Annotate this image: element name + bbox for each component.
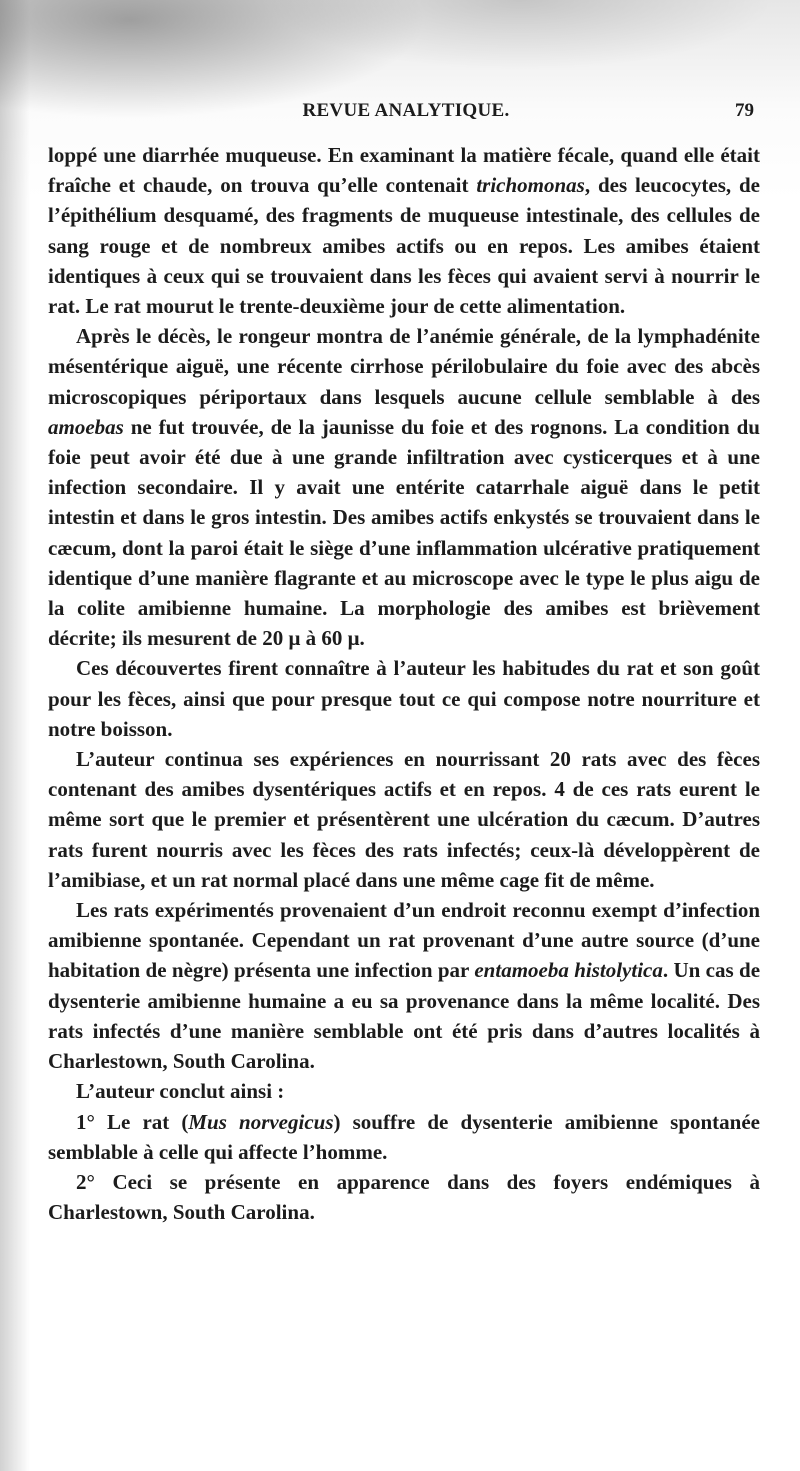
text-run: , des leucocytes, de l’épithélium desquamé, des fragments de muqueuse intestinale, des cellules de sang rouge et de nombreux amibes actifs ou en repos. Les amibes étaient identiques à ceux qui se trouvaient dans les fèces qui avaient servi à nourrir le rat. Le rat mourut le trente-deuxième jour de cette alimentation. (48, 173, 760, 319)
body-text (48, 140, 760, 1227)
paragraph-rat-origin (48, 895, 760, 1076)
paragraph-continuation (48, 140, 760, 321)
paragraph-autopsy-findings (48, 321, 760, 653)
text-run: loppé une diarrhée muqueuse. En examinant la matière fécale, quand elle était fraîche et chaude, on trouva qu’elle contenait (48, 143, 760, 198)
paragraph-conclusion-intro (48, 1076, 760, 1106)
text-run: ne fut trouvée, de la jaunisse du foie et des rognons. La condition du foie peut avoir été due à une grande infiltration avec cysticerques et à une infection secondaire. Il y avait une entérite catarrhale aiguë dans le petit intestin et dans le gros intestin. Des amibes actifs enkystés se trouvaient dans le cæcum, dont la paroi était le siège d’une inflammation ulcérative pratiquement identique d’une manière flagrante et au microscope avec le type le plus aigu de la colite amibienne humaine. La morphologie des amibes est brièvement décrite; ils mesurent de 20 μ à 60 μ. (48, 414, 760, 651)
page-number: 79 (735, 100, 754, 121)
text-run: 1° Le rat ( (76, 1109, 189, 1134)
text-run: Après le décès, le rongeur montra de l’anémie générale, de la lymphadénite mésentérique aiguë, une récente cirrhose périlobulaire du foie avec des abcès microscopiques périportaux dans lesquels aucune cellule semblable à des (48, 324, 760, 409)
italic-term: entamoeba histolytica (474, 958, 663, 983)
page-header (48, 100, 764, 136)
text-run: L’auteur continua ses expériences en nourrissant 20 rats avec des fèces contenant des amibes dysentériques actifs et en repos. 4 de ces rats eurent le même sort que le premier et présentèrent une ulcération du cæcum. D’autres rats furent nourris avec les fèces des rats infectés; ceux-là développèrent de l’amibiase, et un rat normal placé dans une même cage fit de même. (48, 747, 760, 892)
italic-term: amoebas (48, 414, 124, 439)
conclusion-item-2 (48, 1167, 760, 1227)
page-edge-shadow (0, 0, 30, 1471)
italic-term: trichomonas (476, 173, 585, 198)
conclusion-item-1 (48, 1107, 760, 1167)
paragraph-further-experiments (48, 744, 760, 895)
text-run: Les rats expérimentés provenaient d’un endroit reconnu exempt d’infection amibienne spontanée. Cependant un rat provenant d’une autre source (d’une habitation de nègre) présenta une infection par (48, 898, 760, 983)
text-run: L’auteur conclut ainsi : (76, 1079, 285, 1104)
paragraph-rat-habits (48, 653, 760, 744)
text-run: . Un cas de dysenterie amibienne humaine a eu sa provenance dans la même localité. Des rats infectés d’une manière semblable ont été pris dans d’autres localités à Charlestown, South Carolina. (48, 958, 761, 1074)
running-head: REVUE ANALYTIQUE. (302, 100, 510, 121)
text-run: ) souffre de dysenterie amibienne spontanée semblable à celle qui affecte l’homme. (48, 1109, 760, 1164)
text-run: Ces découvertes firent connaître à l’auteur les habitudes du rat et son goût pour les fèces, ainsi que pour presque tout ce qui compose notre nourriture et notre boisson. (48, 656, 760, 741)
text-run: 2° Ceci se présente en apparence dans des foyers endémiques à Charlestown, South Carolina. (48, 1169, 760, 1225)
italic-term: Mus norvegicus (188, 1109, 334, 1134)
